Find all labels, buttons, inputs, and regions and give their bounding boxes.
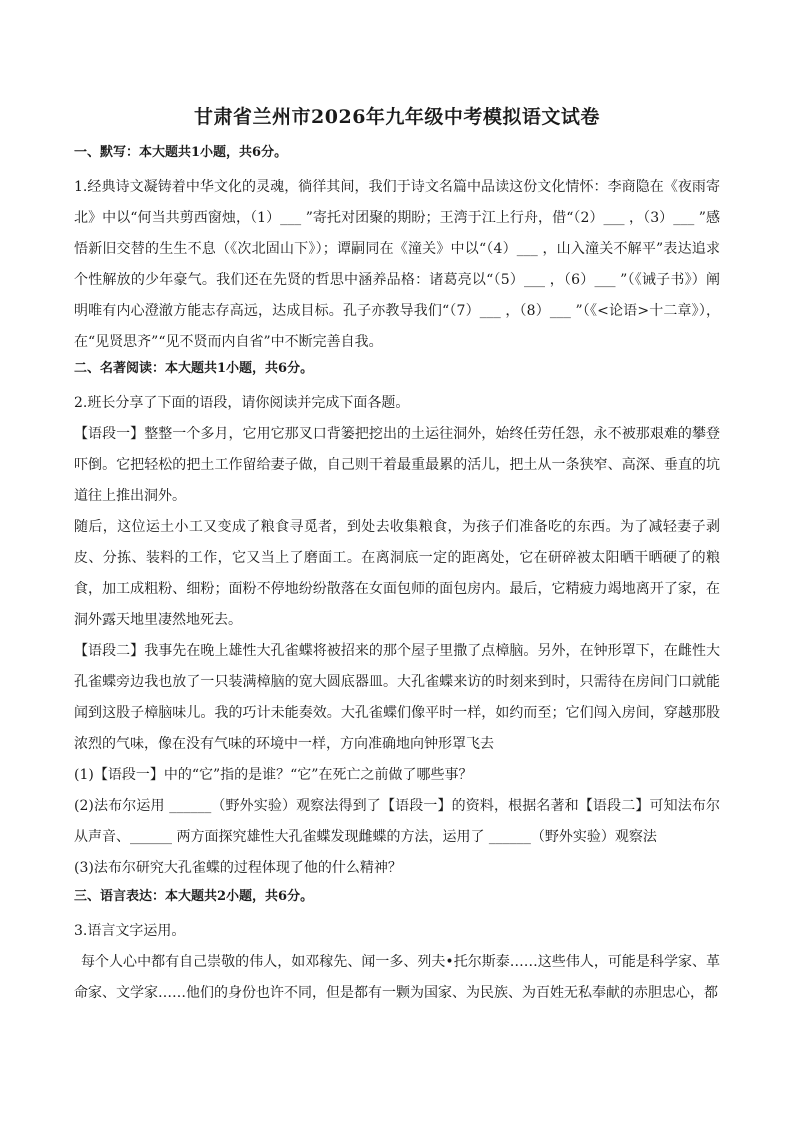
passage-2: 【语段二】我事先在晚上雄性大孔雀蝶将被招来的那个屋子里撒了点樟脑。另外，在钟形罩下，在雌性大孔雀蝶旁边我也放了一只装满樟脑的宽大圆底器皿。大孔雀蝶来访的时刻来到时，只需待在房间门口就能闻到这股子樟脑味儿。我的巧计未能奏效。大孔雀蝶们像平时一样，如约而至；它们闯入房间，穿越那股浓烈的气味，像在没有气味的环境中一样，方向准确地向钟形罩飞去 (74, 643, 720, 752)
question-1: 1.经典诗文凝铸着中华文化的灵魂，徜徉其间，我们于诗文名篇中品读这份文化情怀：李商隐在《夜雨寄北》中以“何当共剪西窗烛，（1）___ ”寄托对团聚的期盼；王湾于江上行舟，借“（2）___ ，（3）___ ”感悟新旧交替的生生不息（《次北固山下》）；谭嗣同在《潼关》中以“（4）___ ，山入潼关不解平”表达追求个性解放的少年豪气。我们还在先贤的哲思中涵养品格：诸葛亮以“（5）___ ，（6）___ ”（《诫子书》）阐明唯有内心澄澈方能志存高远，达成目标。孔子亦教导我们“（7）___ ，（8）___ ”（《<论语>十二章》），在“见贤思齐”“见不贤而内自省”中不断完善自我。 (74, 179, 720, 350)
section-heading-2: 二、名著阅读：本大题共1小题，共6分。 (74, 361, 314, 376)
section-heading-1: 一、默写：本大题共1小题，共6分。 (74, 145, 288, 160)
sub-question-2: (2)法布尔运用 ______（野外实验）观察法得到了【语段一】的资料，根据名著和【语段二】可知法布尔从声音、______ 两方面探究雄性大孔雀蝶发现雌蝶的方法，运用了 ______（野外实验）观察法 (74, 798, 720, 845)
page-title: 甘肃省兰州市2026年九年级中考模拟语文试卷 (194, 106, 600, 128)
passage-1-paragraph-2: 随后，这位运土小工又变成了粮食寻觅者，到处去收集粮食，为孩子们准备吃的东西。为了减轻妻子剥皮、分拣、装料的工作，它又当上了磨面工。在离洞底一定的距离处，它在研碎被太阳晒干晒硬了的粮食，加工成粗粉、细粉；面粉不停地纷纷散落在女面包师的面包房内。最后，它精疲力竭地离开了家，在洞外露天地里凄然地死去。 (74, 519, 720, 628)
question-2-intro: 2.班长分享了下面的语段，请你阅读并完成下面各题。 (74, 395, 410, 411)
question-3-intro: 3.语言文字运用。 (74, 923, 186, 939)
section-heading-3: 三、语言表达：本大题共2小题，共6分。 (74, 889, 314, 904)
passage-1-paragraph-1: 【语段一】整整一个多月，它用它那叉口背篓把挖出的土运往洞外，始终任劳任怨，永不被那艰难的攀登吓倒。它把轻松的把土工作留给妻子做，自己则干着最重最累的活儿，把土从一条狭窄、高深、垂直的坑道往上推出洞外。 (74, 426, 720, 504)
sub-question-3: (3)法布尔研究大孔雀蝶的过程体现了他的什么精神？ (74, 860, 402, 876)
question-3-text: 每个人心中都有自己崇敬的伟人，如邓稼先、闻一多、列夫•托尔斯泰……这些伟人，可能是科学家、革命家、文学家……他们的身份也许不同，但是都有一颗为国家、为民族、为百姓无私奉献的赤胆忠心，都 (74, 954, 720, 1001)
sub-question-1: (1)【语段一】中的“它”指的是谁？“它”在死亡之前做了哪些事？ (74, 767, 473, 783)
